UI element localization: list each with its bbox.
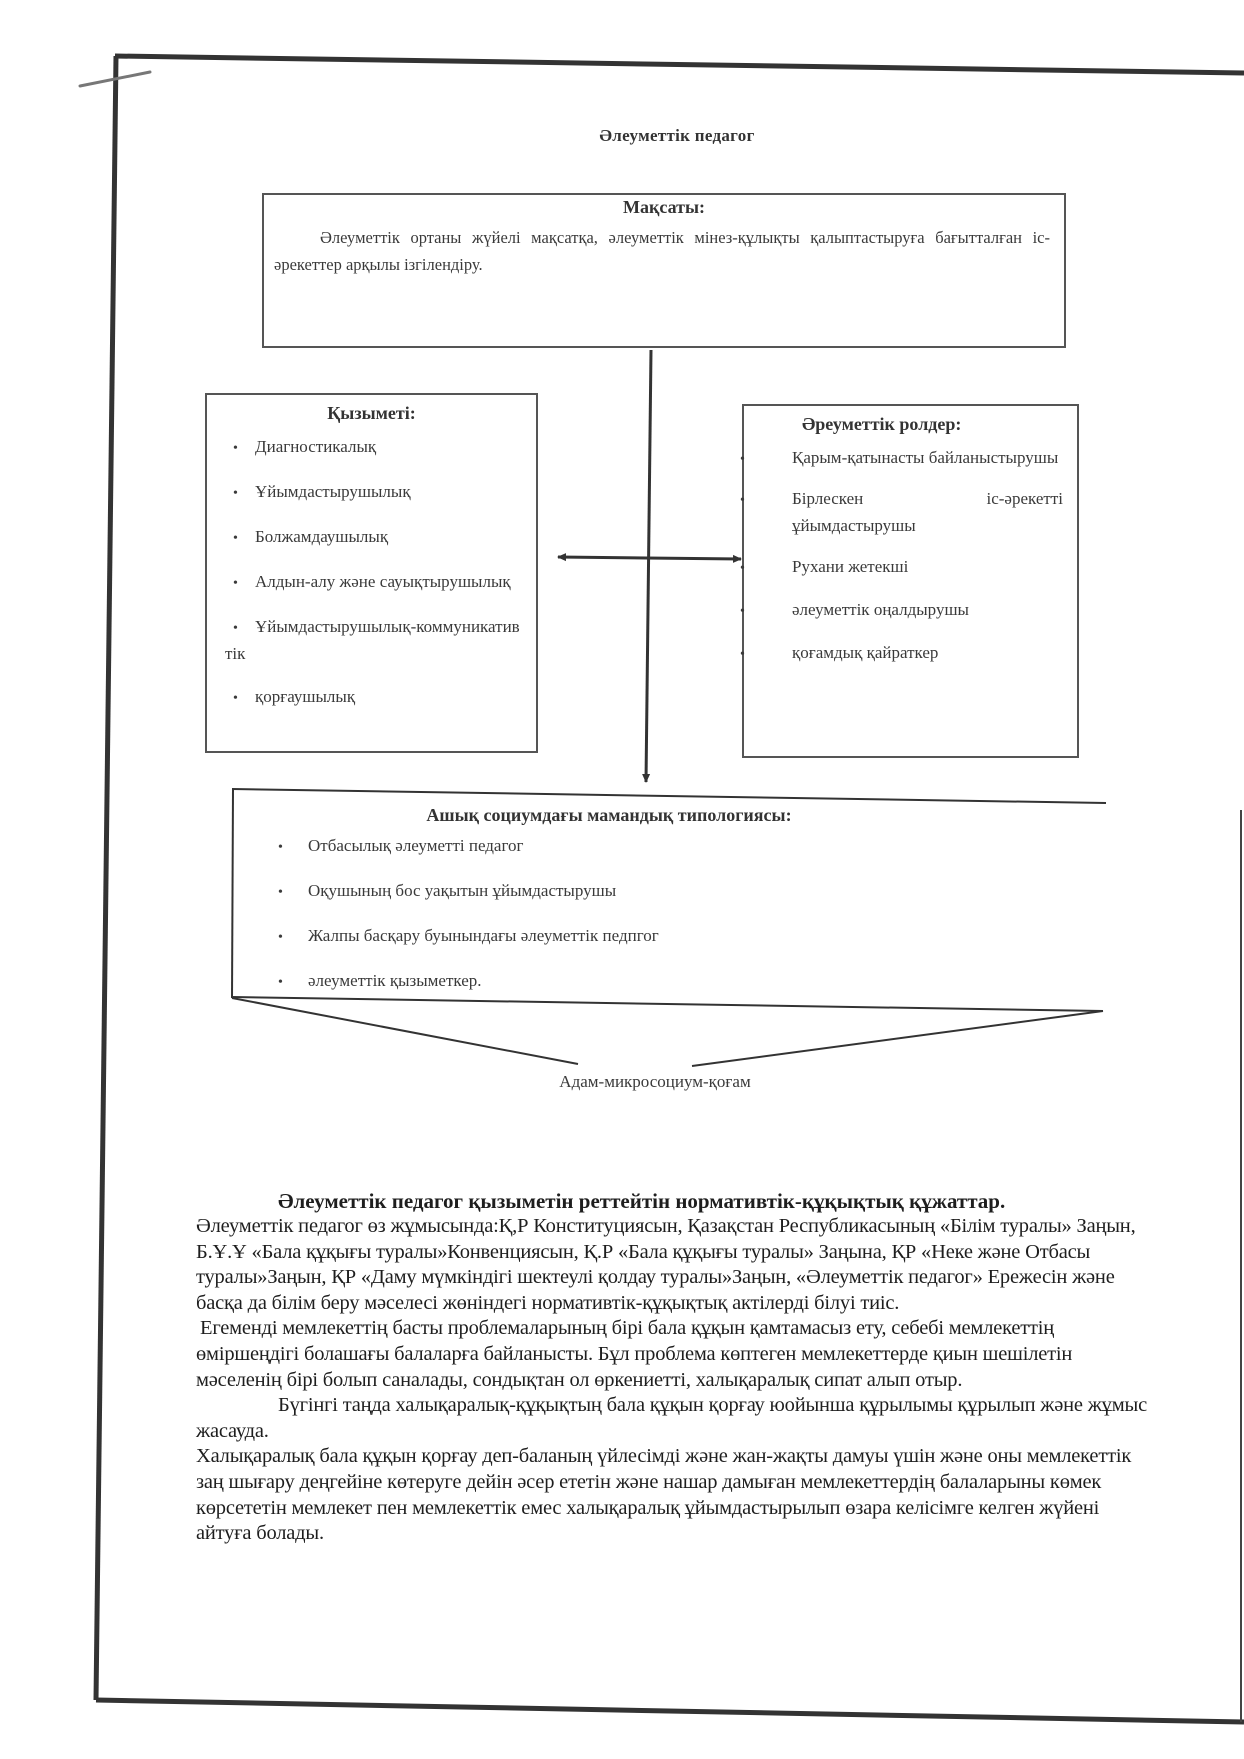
bullet-icon: • [278, 885, 283, 900]
bullet-icon: • [233, 576, 238, 591]
funnel-left-line [232, 998, 578, 1064]
functions-heading: Қызыметі: [327, 403, 416, 423]
bullet-icon: • [740, 493, 745, 508]
section-heading: Әлеуметтік педагог қызыметін реттейтін нормативтік-құқықтық құжаттар. [278, 1189, 1006, 1213]
bullet-icon: • [233, 691, 238, 706]
bullet-icon: • [740, 452, 745, 467]
list-item: • Диагностикалық [225, 434, 522, 461]
bullet-icon: • [740, 604, 745, 619]
bullet-icon: • [233, 441, 238, 456]
goal-text: Әлеуметтік ортаны жүйелі мақсатқа, әлеуметтік мінез-құлықты қалыптастыруға бағытталған іс-әрекеттер арқылы ізгілендіру. [274, 228, 1050, 274]
list-item: • Ұйымдастырушылық [225, 479, 522, 506]
vertical-arrow [646, 350, 651, 782]
functions-box [205, 393, 538, 753]
frame-left-line [96, 56, 116, 1700]
list-item: • Бірлескен іс-әрекетті ұйымдастырушы [740, 489, 1063, 535]
list-item: • Отбасылық әлеуметті педагог [278, 834, 1106, 860]
functions-list [207, 434, 536, 711]
diagram-title: Әлеуметтік педагог [599, 126, 755, 145]
bullet-icon: • [233, 486, 238, 501]
list-item: • әлеуметтік оңалдырушы [762, 597, 1063, 624]
bullet-icon: • [740, 561, 745, 576]
paragraph: Егеменді мемлекеттің басты проблемаларының бірі бала құқын қамтамасыз ету, себебі мемлекеттің өміршеңдігі болашағы балаларға байланысты. Бұл проблема көптеген мемлекеттерде қиын шешілетін мәселенің бірі болып саналады, сондықтан ол өркениетті, халықаралық сипат алып отыр. [196, 1317, 1073, 1391]
typology-bottom-line [232, 997, 1103, 1011]
list-item: • Ұйымдастырушылық-коммуникативтік [225, 617, 520, 663]
goal-heading: Мақсаты: [623, 197, 705, 217]
pen-mark [80, 72, 150, 86]
bullet-icon: • [278, 930, 283, 945]
typology-heading: Ашық социумдағы мамандық типологиясы: [426, 805, 792, 825]
typology-box [232, 801, 1106, 998]
list-item: • Оқушының бос уақытын ұйымдастырушы [278, 879, 1106, 905]
list-item: • әлеуметтік қызыметкер. [278, 969, 1106, 995]
paragraph: Әлеуметтік педагог өз жұмысында:Қ,Р Конституциясын, Қазақстан Республикасының «Білім туралы» Заңын, Б.Ұ.Ұ «Бала құқығы туралы»Конвенциясын, Қ.Р «Бала құқығы туралы» Заңына, ҚР «Неке және Отбасы туралы»Заңын, ҚР «Даму мүмкіндігі шектеулі қолдау туралы»Заңын, «Әлеуметтік педагог» Ережесін және басқа да білім беру мәселесі жөніндегі нормативтік-құқықтық актілерді білуі тиіс. [196, 1215, 1136, 1314]
bullet-icon: • [233, 621, 238, 636]
left-arrow [558, 557, 646, 558]
frame-bottom-line [96, 1700, 1244, 1722]
roles-list [740, 445, 1077, 667]
bullet-icon: • [233, 531, 238, 546]
frame-top-line [115, 56, 1244, 73]
list-item: • қорғаушылық [225, 684, 522, 711]
paragraph: Бүгінгі таңда халықаралық-құқықтың бала құқын қорғау юойынша құрылымы құрылып және жұмыс жасауда. [196, 1394, 1147, 1442]
typology-list [232, 834, 1106, 995]
list-item: • Қарым-қатынасты байланыстырушы [762, 445, 1063, 472]
list-item: • қоғамдық қайраткер [762, 640, 1063, 667]
list-item: • Алдын-алу және сауықтырушылық [225, 569, 522, 596]
paragraph: Халықаралық бала құқын қорғау деп-баланың үйлесімді және жан-жақты дамуы үшін және оны мемлекеттік заң шығару деңгейіне көтеруге дейін әсер ететін және нашар дамыған мемлекеттердің балаларыны көмек көрсететін мемлекет пен мемлекеттік емес халықаралық ұйымдастырылып өзара келісімге келген жүйені айтуға болады. [196, 1445, 1132, 1545]
list-item: • Болжамдаушылық [225, 524, 522, 551]
right-arrow [646, 558, 741, 559]
bullet-icon: • [278, 975, 283, 990]
list-item: • Рухани жетекші [762, 554, 1063, 581]
bullet-icon: • [278, 840, 283, 855]
diagram-caption: Адам-микросоциум-қоғам [559, 1072, 751, 1091]
roles-heading: Әреуметтік ролдер: [802, 414, 962, 434]
goal-box [262, 193, 1066, 348]
funnel-right-line [692, 1011, 1103, 1066]
document-body [196, 1188, 1156, 1547]
roles-box [742, 404, 1079, 758]
list-item: • Жалпы басқару буынындағы әлеуметтік педпгог [278, 924, 1106, 950]
bullet-icon: • [740, 647, 745, 662]
